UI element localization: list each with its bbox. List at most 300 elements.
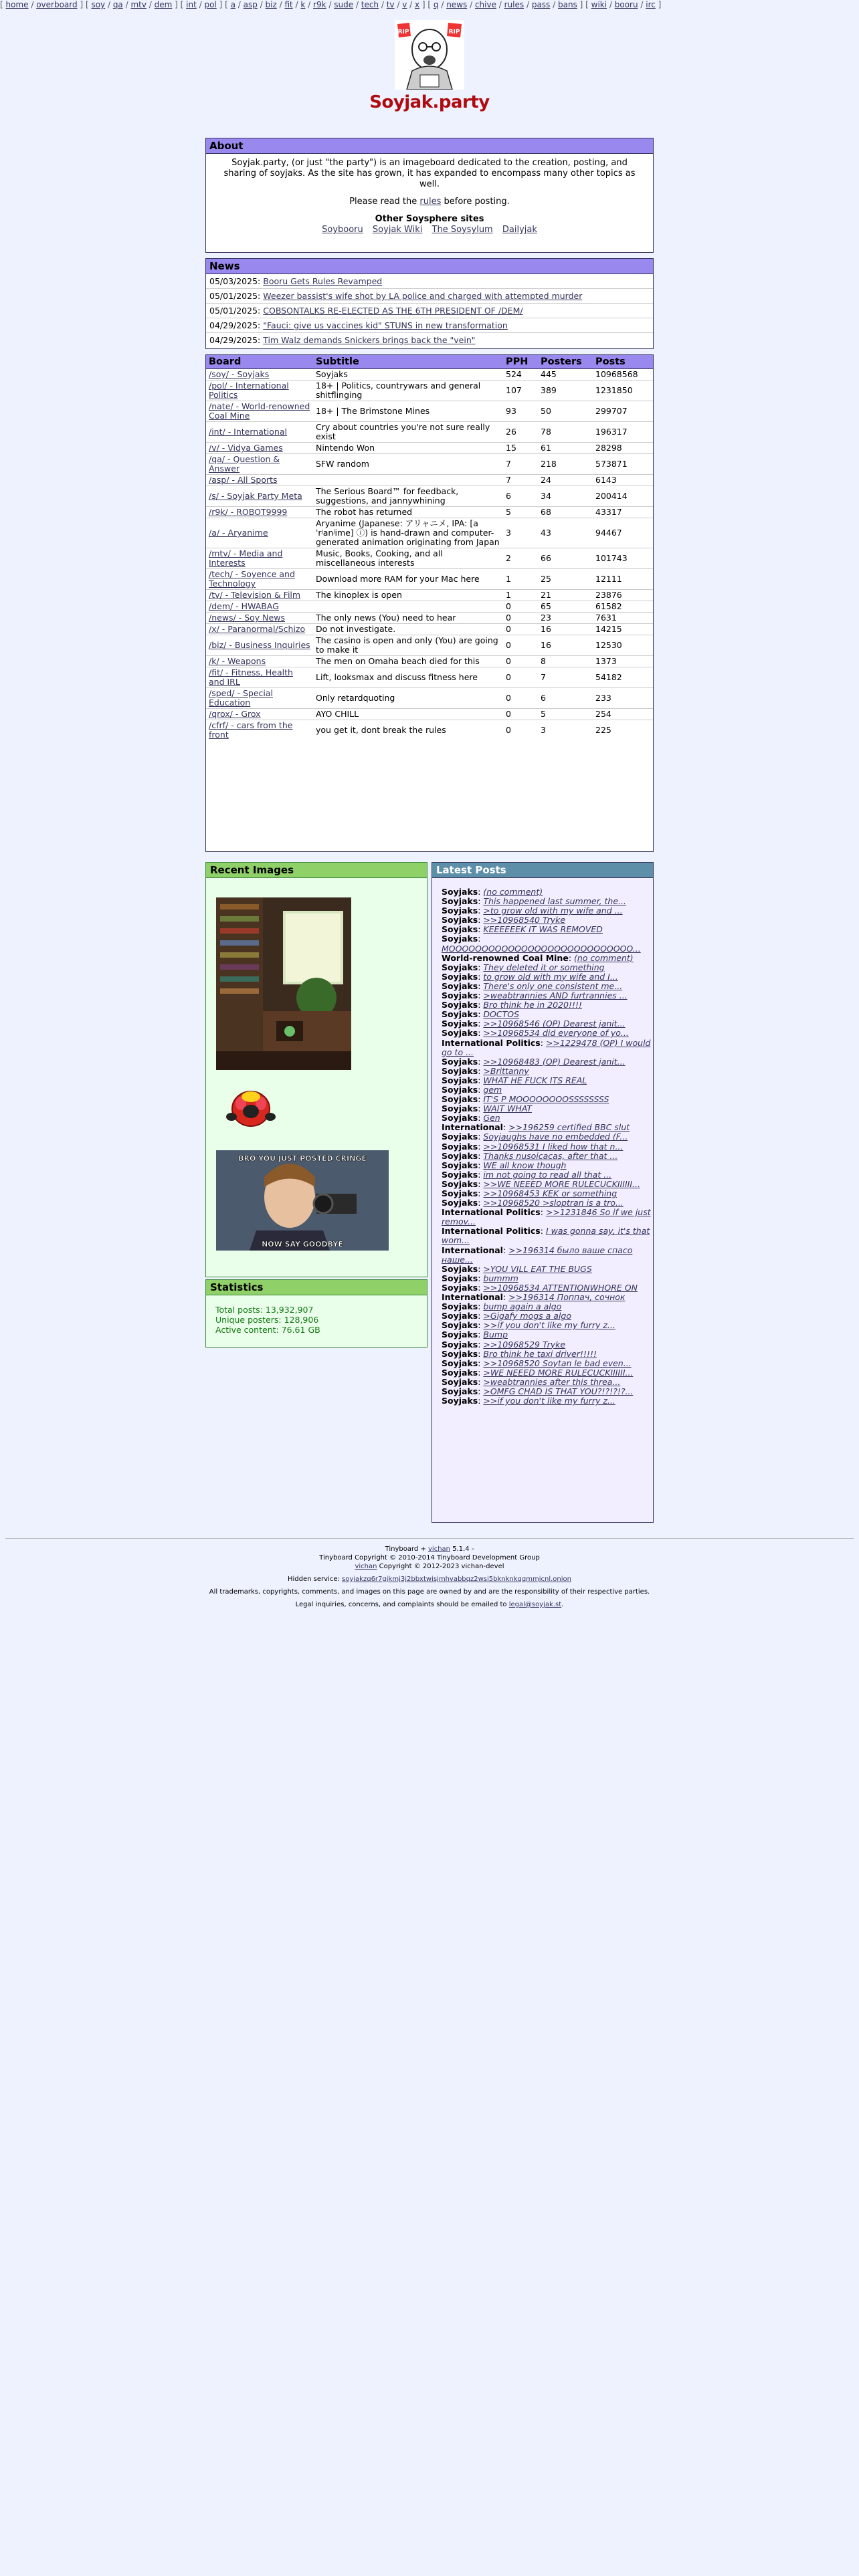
nav-link-overboard[interactable]: overboard — [36, 0, 78, 9]
link-soybooru[interactable]: Soybooru — [322, 225, 363, 235]
latest-post-link[interactable]: >>196314 было ваше спасо наше... — [442, 1245, 633, 1265]
board-link[interactable]: /v/ - Vidya Games — [209, 443, 283, 453]
nav-link-dem[interactable]: dem — [154, 0, 173, 9]
latest-post-item: Soyjaks: (no comment) — [442, 887, 543, 897]
board-name-cell — [206, 688, 313, 709]
latest-post-item: World-renowned Coal Mine: (no comment) — [442, 952, 634, 963]
board-posters: 389 — [538, 381, 593, 401]
latest-post-link[interactable]: >Gigafy mogs a algo — [483, 1311, 571, 1321]
board-link[interactable]: /soy/ - Soyjaks — [209, 369, 270, 379]
footer-trademark: All trademarks, copyrights, comments, and images on this page are owned by and are the responsibility of their respective parties. — [209, 1588, 650, 1596]
boards-box — [205, 354, 654, 852]
board-posts: 299707 — [593, 401, 653, 422]
footer-text: Tinyboard + — [385, 1545, 429, 1553]
board-row — [206, 635, 653, 656]
board-row — [206, 486, 653, 507]
latest-post-item: Soyjaks: >>10968534 ATTENTIONWHORE ON — [442, 1282, 638, 1293]
nav-link-biz[interactable]: biz — [265, 0, 277, 9]
latest-post-board: Soyjaks — [442, 971, 478, 982]
latest-post-board: International Politics — [442, 1226, 541, 1237]
latest-post-link[interactable]: >>10968520 >sloptran is a tro... — [483, 1198, 624, 1208]
board-link[interactable]: /pol/ - International Politics — [209, 381, 289, 400]
latest-post-board: Soyjaks — [442, 1084, 478, 1095]
board-link[interactable]: /int/ - International — [209, 427, 287, 437]
latest-post-link[interactable]: They deleted it or something — [483, 962, 605, 972]
latest-post-link[interactable]: This happened last summer, the... — [483, 896, 626, 907]
nav-link-r9k[interactable]: r9k — [313, 0, 326, 9]
board-subtitle: Music, Books, Cooking, and all miscellaneous interests — [313, 548, 503, 569]
board-subtitle: Do not investigate. — [313, 624, 503, 635]
bracket: [ — [0, 0, 6, 9]
board-row — [206, 401, 653, 422]
nav-separator: / — [122, 0, 131, 9]
latest-post-board: Soyjaks — [442, 1329, 478, 1340]
nav-link-fit[interactable]: fit — [284, 0, 293, 9]
board-subtitle — [313, 475, 503, 486]
board-name-cell — [206, 624, 313, 635]
board-posts: 7631 — [593, 613, 653, 624]
latest-post-item: Soyjaks: >weabtrannies after this threa... — [442, 1376, 621, 1387]
board-name-cell — [206, 613, 313, 624]
footer-text: Copyright © 2012-2023 vichan-devel — [377, 1563, 504, 1570]
latest-post-board: International — [442, 1245, 503, 1255]
board-link[interactable]: /s/ - Soyjak Party Meta — [209, 491, 302, 501]
board-posts: 61582 — [593, 601, 653, 613]
latest-post-item: Soyjaks: >OMFG CHAD IS THAT YOU?!?!?!?... — [442, 1386, 634, 1396]
news-box — [205, 258, 654, 349]
latest-post-link[interactable]: WHAT HE FUCK ITS REAL — [483, 1075, 587, 1085]
latest-post-board: Soyjaks — [442, 924, 478, 935]
latest-post-link[interactable]: >weabtrannies after this threa... — [483, 1376, 621, 1387]
latest-post-item: Soyjaks: >weabtrannies AND furtrannies ... — [442, 990, 628, 1001]
nav-link-chive[interactable]: chive — [474, 0, 496, 9]
latest-post-link[interactable]: >>10968534 did everyone of yo... — [483, 1028, 629, 1039]
board-row — [206, 720, 653, 741]
latest-post-item: Soyjaks: >to grow old with my wife and ... — [442, 905, 623, 916]
board-name-cell — [206, 369, 313, 381]
board-row — [206, 369, 653, 381]
latest-post-link[interactable]: >to grow old with my wife and ... — [483, 905, 623, 916]
board-link[interactable]: /r9k/ - ROBOT9999 — [209, 507, 288, 517]
latest-post-item: Soyjaks: >>10968520 Soytan le bad even... — [442, 1358, 632, 1368]
latest-post-link[interactable]: bummm — [483, 1273, 518, 1283]
board-posters: 218 — [538, 454, 593, 475]
footer-hidden-service — [0, 1575, 859, 1584]
latest-post-board: Soyjaks — [442, 1150, 478, 1161]
latest-post-item: Soyjaks: Bro think he in 2020!!!! — [442, 1000, 582, 1010]
board-row — [206, 569, 653, 590]
board-row — [206, 656, 653, 667]
board-pph: 15 — [503, 443, 538, 454]
footer-legal — [0, 1600, 859, 1609]
board-link[interactable]: /biz/ - Business Inquiries — [209, 640, 310, 650]
board-posters: 24 — [538, 475, 593, 486]
latest-post-link[interactable]: >>WE NEEED MORE RULECUCKIIIIII... — [483, 1178, 640, 1189]
nav-link-asp[interactable]: asp — [243, 0, 258, 9]
latest-post-link[interactable]: MOOOOOOOOOOOOOOOOOOOOOOOOOOOO... — [442, 943, 641, 954]
boards-table — [206, 355, 653, 740]
board-link[interactable]: /mtv/ - Media and Interests — [209, 548, 283, 568]
board-name-cell — [206, 548, 313, 569]
latest-post-link[interactable]: Gen — [483, 1113, 500, 1123]
board-name-cell — [206, 475, 313, 486]
board-pph: 107 — [503, 381, 538, 401]
bracket: [ — [180, 0, 187, 9]
col-board: Board — [206, 355, 313, 369]
latest-post-link[interactable]: I was gonna say, it's that wom... — [442, 1226, 650, 1246]
onion-link[interactable]: soyjakzq6r7gjkmj3j2bbxtwisjmhvabbqz2wsi5bknknkqqmmjcnl.onion — [342, 1576, 571, 1583]
board-name-cell — [206, 401, 313, 422]
board-link[interactable]: /dem/ - HWABAG — [209, 601, 279, 611]
board-posts: 94467 — [593, 518, 653, 548]
latest-post-link[interactable]: >>196314 Поппач, сочнок — [508, 1292, 626, 1303]
nav-link-tech[interactable]: tech — [361, 0, 379, 9]
statistics-box — [205, 1279, 427, 1348]
nav-link-soy[interactable]: soy — [91, 0, 106, 9]
board-posts: 254 — [593, 709, 653, 720]
latest-post-link[interactable]: >>10968540 Tryke — [483, 915, 566, 926]
latest-post-item: Soyjaks: >>WE NEEED MORE RULECUCKIIIIII... — [442, 1178, 640, 1189]
board-subtitle: you get it, dont break the rules — [313, 720, 503, 741]
nav-link-rules[interactable]: rules — [504, 0, 524, 9]
board-link[interactable]: /tech/ - Soyence and Technology — [209, 569, 295, 588]
footer-software-line — [0, 1545, 859, 1553]
board-name-cell — [206, 590, 313, 601]
latest-post-board: Soyjaks — [442, 1198, 478, 1208]
board-subtitle: Download more RAM for your Mac here — [313, 569, 503, 590]
latest-post-link[interactable]: to grow old with my wife and I... — [483, 971, 618, 982]
news-date: 05/01/2025: — [209, 306, 261, 316]
latest-post-link[interactable]: >>10968483 (OP) Dearest janit... — [483, 1056, 626, 1067]
nav-link-home[interactable]: home — [5, 0, 29, 9]
board-posters: 25 — [538, 569, 593, 590]
nav-link-qa[interactable]: qa — [112, 0, 123, 9]
board-row — [206, 667, 653, 688]
nav-separator: / — [524, 0, 532, 9]
recent-image-meme[interactable] — [216, 1150, 389, 1251]
nav-link-booru[interactable]: booru — [614, 0, 638, 9]
latest-post-link[interactable]: Bro think he in 2020!!!! — [483, 1000, 582, 1010]
latest-post-board: Soyjaks — [442, 1113, 478, 1123]
other-sites-links — [215, 225, 644, 235]
nav-separator: / — [326, 0, 335, 9]
news-link[interactable]: "Fauci: give us vaccines kid" STUNS in new transformation — [263, 320, 508, 330]
news-date: 04/29/2025: — [209, 320, 261, 330]
nav-link-tv[interactable]: tv — [386, 0, 395, 9]
board-posters: 23 — [538, 613, 593, 624]
latest-post-link[interactable]: Bump — [483, 1329, 508, 1340]
board-posts: 1373 — [593, 656, 653, 667]
latest-post-link[interactable]: Soyjaughs have no embedded (F... — [483, 1132, 628, 1142]
board-posters: 61 — [538, 443, 593, 454]
latest-post-board: Soyjaks — [442, 1009, 478, 1020]
about-body — [206, 154, 653, 238]
board-link[interactable]: /sped/ - Special Education — [209, 688, 273, 708]
latest-post-item: Soyjaks: >>10968546 (OP) Dearest janit... — [442, 1018, 626, 1029]
board-posters: 7 — [538, 667, 593, 688]
meme-image — [216, 1150, 389, 1251]
recent-image-library[interactable] — [216, 897, 351, 1070]
soyjak-logo-image — [395, 20, 464, 90]
board-link[interactable]: /qrox/ - Grox — [209, 709, 261, 719]
latest-post-link[interactable]: im not going to read all that ... — [483, 1169, 612, 1180]
nav-separator: / — [607, 0, 615, 9]
board-posters: 50 — [538, 401, 593, 422]
board-pph: 7 — [503, 454, 538, 475]
latest-post-link[interactable]: >>1231846 So if we just remov... — [442, 1207, 651, 1227]
nav-link-irc[interactable]: irc — [646, 0, 656, 9]
news-link[interactable]: Weezer bassist's wife shot by LA police and charged with attempted murder — [263, 291, 583, 301]
latest-post-item: Soyjaks: gem — [442, 1084, 502, 1095]
board-pph: 2 — [503, 548, 538, 569]
other-sites-title: Other Soysphere sites — [375, 214, 484, 224]
latest-post-link[interactable]: WAIT WHAT — [483, 1103, 533, 1114]
latest-post-link[interactable]: KEEEEEEK IT WAS REMOVED — [483, 924, 603, 935]
nav-link-wiki[interactable]: wiki — [591, 0, 607, 9]
link-dailyjak[interactable]: Dailyjak — [502, 225, 537, 235]
latest-post-link[interactable]: DOCTOS — [483, 1009, 520, 1020]
latest-post-link[interactable]: Thanks nusoicacas, after that ... — [483, 1150, 618, 1161]
latest-post-item: Soyjaks: This happened last summer, the... — [442, 896, 626, 907]
board-link[interactable]: /news/ - Soy News — [209, 613, 285, 623]
board-posts: 23876 — [593, 590, 653, 601]
board-subtitle: 18+ | The Brimstone Mines — [313, 401, 503, 422]
latest-post-link[interactable]: >>10968546 (OP) Dearest janit... — [483, 1018, 626, 1029]
board-posters: 5 — [538, 709, 593, 720]
nav-link-pass[interactable]: pass — [531, 0, 551, 9]
board-link[interactable]: /nate/ - World-renowned Coal Mine — [209, 401, 310, 421]
board-row — [206, 624, 653, 635]
board-posters: 21 — [538, 590, 593, 601]
latest-post-item: International Politics: >>1231846 So if we just remov... — [442, 1207, 651, 1227]
board-link[interactable]: /a/ - Aryanime — [209, 528, 268, 538]
news-item — [206, 318, 653, 332]
statistics-body — [206, 1295, 427, 1344]
stat-unique-posters: Unique posters: 128,906 — [215, 1315, 319, 1325]
board-pph: 5 — [503, 507, 538, 518]
latest-post-link[interactable]: bump again a algo — [483, 1301, 562, 1312]
board-posters: 16 — [538, 635, 593, 656]
latest-post-link[interactable]: There's only one consistent me... — [483, 980, 623, 991]
latest-post-board: Soyjaks — [442, 990, 478, 1001]
nav-link-news[interactable]: news — [446, 0, 468, 9]
news-item — [206, 332, 653, 347]
latest-post-board: Soyjaks — [442, 1273, 478, 1283]
about-description: Soyjak.party, (or just "the party") is an imageboard dedicated to the creation, posting, and sharing of soyjaks. As the site has grown, it has expanded to encompass many other topics as well. — [223, 158, 636, 189]
latest-post-board: Soyjaks — [442, 962, 478, 972]
board-pph: 524 — [503, 369, 538, 381]
board-name-cell — [206, 454, 313, 475]
nav-link-mtv[interactable]: mtv — [130, 0, 147, 9]
latest-post-board: Soyjaks — [442, 1103, 478, 1114]
latest-post-item: Soyjaks: Thanks nusoicacas, after that ... — [442, 1150, 618, 1161]
news-link[interactable]: Booru Gets Rules Revamped — [263, 276, 383, 286]
board-row — [206, 443, 653, 454]
latest-post-board: Soyjaks — [442, 1056, 478, 1067]
about-heading: About — [206, 138, 653, 154]
latest-post-board: Soyjaks — [442, 1301, 478, 1312]
latest-post-link[interactable]: >weabtrannies AND furtrannies ... — [483, 990, 628, 1001]
latest-posts-list — [432, 878, 653, 1406]
latest-post-link[interactable]: (no comment) — [574, 952, 634, 963]
latest-post-item: International Politics: >>1229478 (OP) I would go to ... — [442, 1037, 651, 1057]
nav-separator: / — [146, 0, 155, 9]
rules-link[interactable]: rules — [419, 197, 442, 207]
news-date: 05/01/2025: — [209, 291, 261, 301]
board-subtitle: The only news (You) need to hear — [313, 613, 503, 624]
board-name-cell — [206, 635, 313, 656]
board-pph: 93 — [503, 401, 538, 422]
latest-post-link[interactable]: >>196259 certified BBC slut — [508, 1122, 630, 1133]
nav-link-v[interactable]: v — [402, 0, 407, 9]
board-posts: 43317 — [593, 507, 653, 518]
nav-link-bans[interactable]: bans — [557, 0, 577, 9]
board-posters: 3 — [538, 720, 593, 741]
latest-post-item: Soyjaks: >>10968529 Tryke — [442, 1339, 566, 1350]
board-pph: 0 — [503, 656, 538, 667]
board-link[interactable]: /fit/ - Fitness, Health and IRL — [209, 667, 293, 687]
board-link[interactable]: /asp/ - All Sports — [209, 475, 278, 485]
board-subtitle: Nintendo Won — [313, 443, 503, 454]
latest-post-link[interactable]: >YOU VILL EAT THE BUGS — [483, 1263, 592, 1274]
board-pph: 26 — [503, 422, 538, 443]
latest-post-link[interactable]: >>if you don't like my furry z... — [483, 1396, 615, 1406]
top-nav-bar — [0, 0, 859, 11]
legal-email-link[interactable]: legal@soyjak.st — [508, 1601, 562, 1608]
latest-post-link[interactable]: >>10968529 Tryke — [483, 1339, 566, 1350]
latest-post-link[interactable]: >>10968531 I liked how that n... — [483, 1141, 624, 1152]
latest-post-link[interactable]: WE all know though — [483, 1160, 567, 1170]
latest-post-link[interactable]: >OMFG CHAD IS THAT YOU?!?!?!?... — [483, 1386, 634, 1396]
latest-post-board: Soyjaks — [442, 1018, 478, 1029]
rip-stamp-right: RIP — [448, 29, 460, 35]
nav-link-sude[interactable]: sude — [334, 0, 354, 9]
latest-post-link[interactable]: >WE NEEED MORE RULECUCKIIIIII... — [483, 1367, 634, 1378]
board-posts: 54182 — [593, 667, 653, 688]
latest-post-link[interactable]: >Brittanny — [483, 1065, 529, 1076]
latest-post-link[interactable]: IT'S P MOOOOOOOOSSSSSSSS — [483, 1094, 609, 1105]
vichan-link-2[interactable]: vichan — [355, 1563, 377, 1570]
latest-post-board: Soyjaks — [442, 1065, 478, 1076]
nav-link-pol[interactable]: pol — [204, 0, 217, 9]
latest-post-board: Soyjaks — [442, 887, 478, 897]
news-date: 04/29/2025: — [209, 335, 261, 345]
board-link[interactable]: /cfrf/ - cars from the front — [209, 720, 293, 740]
board-link[interactable]: /k/ - Weapons — [209, 656, 266, 666]
latest-post-link[interactable]: gem — [483, 1084, 502, 1095]
latest-post-board: International — [442, 1122, 503, 1133]
latest-post-link[interactable]: >>if you don't like my furry z... — [483, 1320, 615, 1331]
board-posts: 1231850 — [593, 381, 653, 401]
board-link[interactable]: /tv/ - Television & Film — [209, 590, 301, 600]
latest-post-board: Soyjaks — [442, 1367, 478, 1378]
latest-post-board: Soyjaks — [442, 1263, 478, 1274]
bracket: [ — [225, 0, 231, 9]
latest-post-link[interactable]: (no comment) — [483, 887, 543, 897]
latest-post-item: International: >>196259 certified BBC slut — [442, 1122, 630, 1133]
nav-separator: / — [276, 0, 285, 9]
bracket: [ — [585, 0, 591, 9]
latest-post-link[interactable]: >>10968534 ATTENTIONWHORE ON — [483, 1282, 638, 1293]
board-row — [206, 507, 653, 518]
latest-post-item: Soyjaks: bummm — [442, 1273, 518, 1283]
news-link[interactable]: COBSONTALKS RE-ELECTED AS THE 6TH PRESIDENT OF /DEM/ — [263, 306, 523, 316]
board-posters: 65 — [538, 601, 593, 613]
nav-link-q[interactable]: q — [433, 0, 439, 9]
board-link[interactable]: /x/ - Paranormal/Schizo — [209, 624, 306, 634]
footer-text: Hidden service: — [288, 1576, 343, 1583]
recent-image-red-soyjak[interactable] — [221, 1083, 281, 1130]
latest-post-board: Soyjaks — [442, 905, 478, 916]
board-row — [206, 475, 653, 486]
board-pph: 0 — [503, 624, 538, 635]
bracket: [ — [85, 0, 92, 9]
news-link[interactable]: Tim Walz demands Snickers brings back the "vein" — [263, 335, 476, 345]
latest-post-item: Soyjaks: >WE NEEED MORE RULECUCKIIIIII... — [442, 1367, 634, 1378]
latest-post-link[interactable]: >>10968453 KEK or something — [483, 1188, 617, 1198]
latest-post-item: Soyjaks: IT'S P MOOOOOOOOSSSSSSSS — [442, 1094, 609, 1105]
board-posts: 12530 — [593, 635, 653, 656]
latest-post-board: Soyjaks — [442, 934, 478, 944]
link-soysylum[interactable]: The Soysylum — [432, 225, 493, 235]
board-row — [206, 454, 653, 475]
latest-post-item: Soyjaks: >Brittanny — [442, 1065, 529, 1076]
board-subtitle: The casino is open and only (You) are going to make it — [313, 635, 503, 656]
board-pph: 6 — [503, 486, 538, 507]
bracket: ] — [172, 0, 181, 9]
board-pph: 0 — [503, 667, 538, 688]
latest-post-board: International Politics — [442, 1037, 541, 1048]
meme-top-caption: BRO YOU JUST POSTED CRINGE — [238, 1154, 367, 1163]
news-item — [206, 303, 653, 318]
latest-post-link[interactable]: >>10968520 Soytan le bad even... — [483, 1358, 632, 1368]
board-pph: 0 — [503, 613, 538, 624]
latest-post-item: Soyjaks: Bump — [442, 1329, 508, 1340]
latest-post-item: Soyjaks: >>10968520 >sloptran is a tro... — [442, 1198, 624, 1208]
nav-link-a[interactable]: a — [230, 0, 235, 9]
board-name-cell — [206, 507, 313, 518]
nav-link-k[interactable]: k — [300, 0, 306, 9]
board-posts: 12111 — [593, 569, 653, 590]
nav-separator: / — [353, 0, 361, 9]
latest-post-board: Soyjaks — [442, 1075, 478, 1085]
board-subtitle — [313, 601, 503, 613]
board-subtitle: 18+ | Politics, countrywars and general shitflinging — [313, 381, 503, 401]
latest-post-item: Soyjaks: >>10968453 KEK or something — [442, 1188, 617, 1198]
board-posts: 573871 — [593, 454, 653, 475]
nav-link-x[interactable]: x — [414, 0, 420, 9]
site-title: Soyjak.party — [369, 92, 490, 112]
board-posts: 101743 — [593, 548, 653, 569]
latest-post-link[interactable]: Bro think he taxi driver!!!!! — [483, 1348, 597, 1359]
rules-suffix: before posting. — [441, 197, 510, 207]
latest-post-item: Soyjaks: WE all know though — [442, 1160, 567, 1170]
latest-post-board: Soyjaks — [442, 1000, 478, 1010]
nav-separator: / — [305, 0, 314, 9]
footer-tinyboard-copyright: Tinyboard Copyright © 2010-2014 Tinyboard Development Group — [319, 1554, 540, 1562]
latest-post-item: International Politics: I was gonna say, it's that wom... — [442, 1226, 650, 1246]
board-link[interactable]: /qa/ - Question & Answer — [209, 454, 280, 473]
vichan-link[interactable]: vichan — [428, 1545, 451, 1553]
link-soyjak-wiki[interactable]: Soyjak Wiki — [372, 225, 423, 235]
latest-post-item: Soyjaks: >>10968540 Tryke — [442, 915, 566, 926]
board-row — [206, 688, 653, 709]
nav-link-int[interactable]: int — [186, 0, 197, 9]
latest-post-item: International: >>196314 Поппач, сочнок — [442, 1292, 626, 1303]
site-logo[interactable] — [395, 20, 464, 90]
latest-post-link[interactable]: >>1229478 (OP) I would go to ... — [442, 1037, 651, 1057]
meme-bottom-caption: NOW SAY GOODBYE — [262, 1240, 343, 1249]
